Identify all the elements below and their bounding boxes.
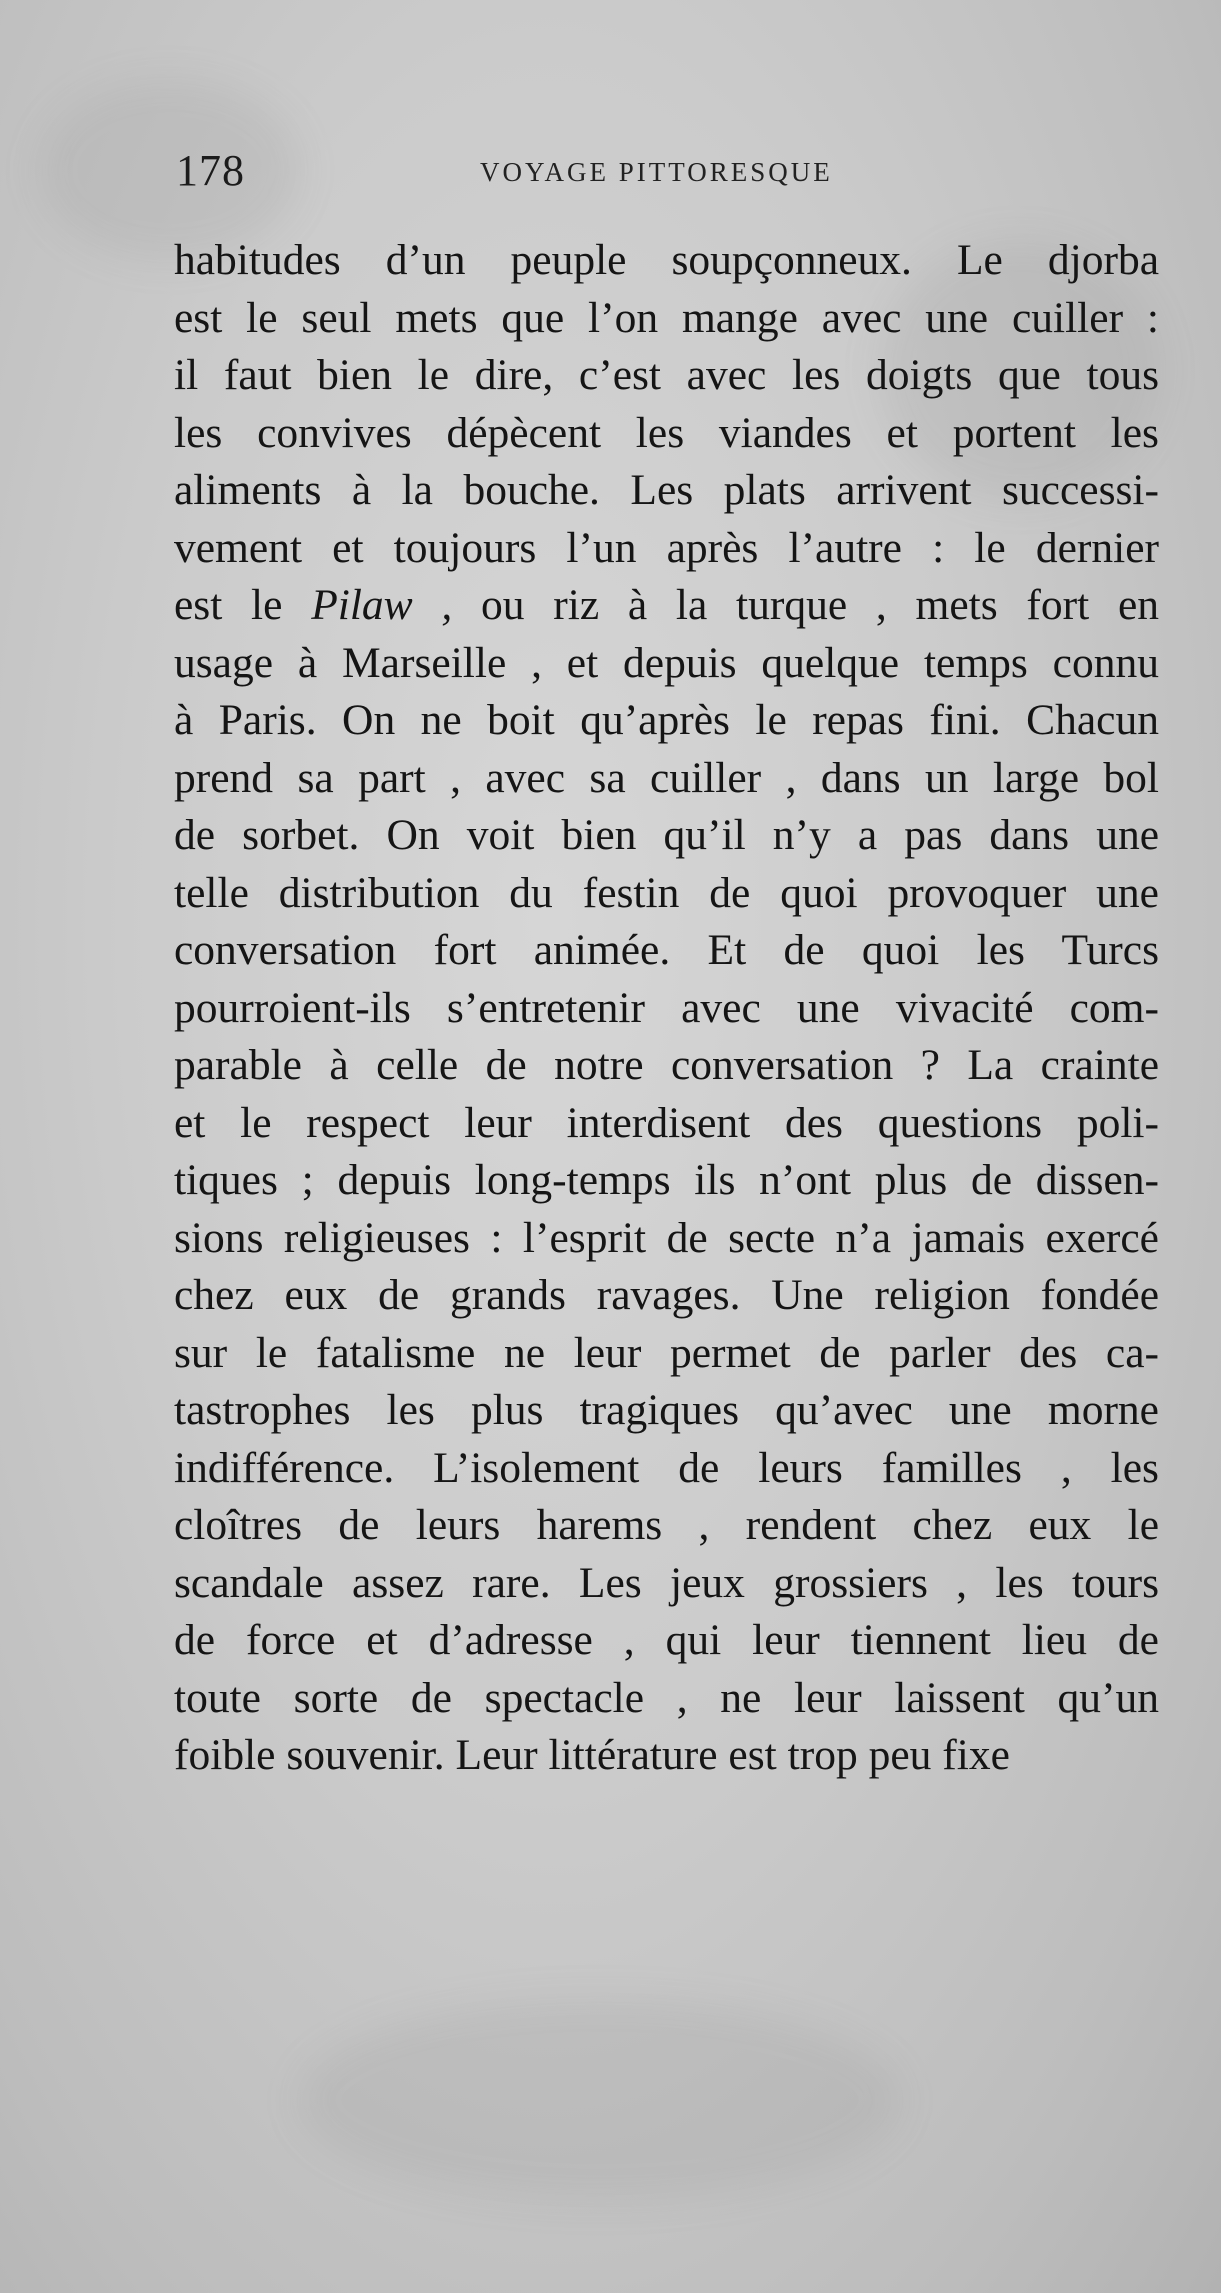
text-line: prend sa part , avec sa cuiller , dans un large bol <box>174 753 1159 802</box>
text-line: tastrophes les plus tragiques qu’avec une morne <box>174 1386 1159 1434</box>
text-line-prefix: est le <box>174 581 283 629</box>
text-line: conversation fort animée. Et de quoi les Turcs <box>174 926 1159 974</box>
text-line: de sorbet. On voit bien qu’il n’y a pas dans une <box>174 811 1159 859</box>
text-line: aliments à la bouche. Les plats arrivent successi- <box>174 466 1159 514</box>
text-line: parable à celle de notre conversation ? La crainte <box>174 1041 1159 1089</box>
text-line: à Paris. On ne boit qu’après le repas fini. Chacun <box>174 696 1159 744</box>
paper-stain <box>300 2000 900 2200</box>
text-line: est le seul mets que l’on mange avec une cuiller : <box>174 293 1159 342</box>
running-head <box>176 145 976 195</box>
italic-term: Pilaw , <box>311 581 453 629</box>
text-line: toute sorte de spectacle , ne leur laissent qu’un <box>174 1673 1159 1722</box>
text-line: vement et toujours l’un après l’autre : le dernier <box>174 523 1159 572</box>
text-line: usage à Marseille , et depuis quelque temps connu <box>174 638 1159 687</box>
text-line-with-italic <box>174 577 1159 635</box>
page-number: 178 <box>176 146 245 195</box>
text-line: chez eux de grands ravages. Une religion fondée <box>174 1271 1159 1319</box>
text-line: indifférence. L’isolement de leurs familles , les <box>174 1443 1159 1492</box>
text-line: il faut bien le dire, c’est avec les doigts que tous <box>174 351 1159 399</box>
text-line: telle distribution du festin de quoi provoquer une <box>174 868 1159 917</box>
text-line: les convives dépècent les viandes et portent les <box>174 408 1159 457</box>
text-line: pourroient-ils s’entretenir avec une vivacité com- <box>174 983 1159 1032</box>
body-text <box>174 232 1159 1785</box>
text-line: tiques ; depuis long-temps ils n’ont plus de dissen- <box>174 1156 1159 1204</box>
text-line: cloîtres de leurs harems , rendent chez eux le <box>174 1501 1159 1549</box>
running-title: VOYAGE PITTORESQUE <box>480 157 833 187</box>
text-line: sions religieuses : l’esprit de secte n’a jamais exercé <box>174 1213 1159 1262</box>
text-line: de force et d’adresse , qui leur tiennent lieu de <box>174 1616 1159 1664</box>
text-line: sur le fatalisme ne leur permet de parler des ca- <box>174 1328 1159 1377</box>
text-line: scandale assez rare. Les jeux grossiers , les tours <box>174 1558 1159 1607</box>
text-line-suffix: ou riz à la turque , mets fort en <box>481 581 1160 629</box>
text-line: habitudes d’un peuple soupçonneux. Le djorba <box>174 236 1159 284</box>
text-line: foible souvenir. Leur littérature est trop peu fixe <box>174 1731 1010 1779</box>
text-line: et le respect leur interdisent des questions poli- <box>174 1098 1159 1147</box>
